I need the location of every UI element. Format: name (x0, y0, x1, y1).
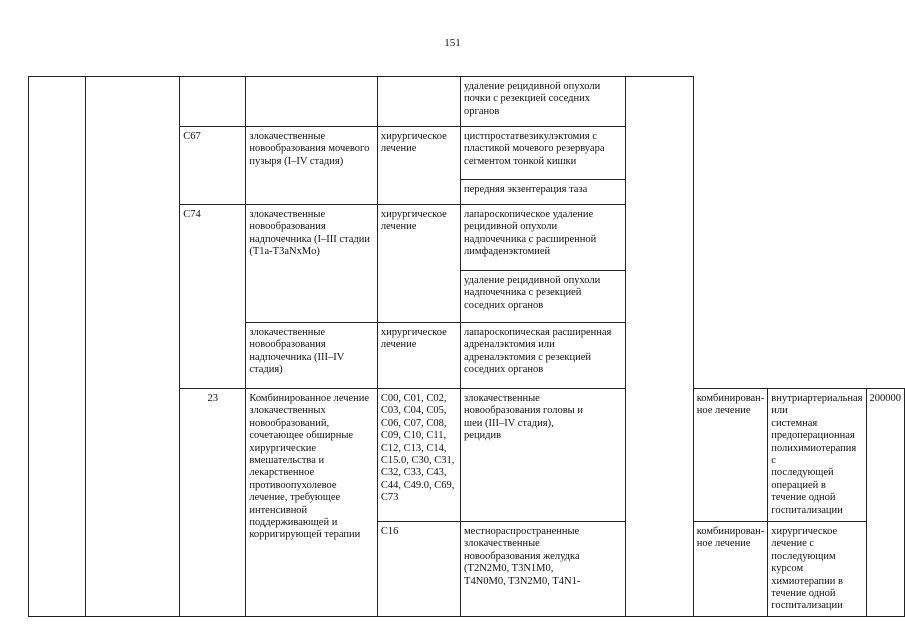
table-row (29, 77, 905, 127)
cell-diagnosis: злокачественные новообразования головы и шеи (III–IV стадия), рецидив (461, 389, 626, 522)
cell-diagnosis: злокачественные новообразования надпочечника (I–III стадии (T1a-T3aNxMo) (246, 205, 378, 323)
cell-treatment: передняя экзентерация таза (461, 180, 626, 205)
cell-number: 23 (180, 389, 246, 617)
cell-treatment: лапароскопическое удаление рецидивной опухоли надпочечника с расширенной лимфаденэктомией (461, 205, 626, 271)
cell-treatment-type: комбинирован- ное лечение (693, 522, 768, 617)
cell-name-empty (86, 77, 180, 617)
cell-code: С16 (377, 522, 460, 617)
cell-treatment-type: хирургическое лечение (377, 205, 460, 323)
cell-diagnosis: местнораспространенные злокачественные новообразования желудка (T2N2M0, T3N1M0, T4N0M0, T3N2M0, T4N1- (461, 522, 626, 617)
cell-treatment: удаление рецидивной опухоли надпочечника с резекцией соседних органов (461, 271, 626, 323)
cell-code: С00, С01, С02, С03, С04, С05, С06, С07, С08, С09, С10, С11, С12, С13, С14, С15.0, С30, С31, С32, С33, С43, С44, С49.0, С69, С73 (377, 389, 460, 522)
page-number: 151 (444, 37, 461, 49)
cell-diagnosis: злокачественные новообразования мочевого пузыря (I–IV стадия) (246, 127, 378, 205)
cell-number-empty (29, 77, 86, 617)
cell-treatment: хирургическое лечение с последующим курсом химиотерапии в течение одной госпитализации (768, 522, 866, 617)
cell-type-empty (377, 77, 460, 127)
cell-treatment: лапароскопическая расширенная адреналэктомия или адреналэктомия с резекцией соседних органов (461, 323, 626, 389)
cell-treatment: удаление рецидивной опухоли почки с резекцией соседних органов (461, 77, 626, 127)
cell-treatment: внутриартериальная или системная предоперационная полихимиотерапия с последующей операцией в течение одной госпитализации (768, 389, 866, 522)
cell-code: С74 (180, 205, 246, 389)
cell-cost-empty (626, 77, 693, 617)
cell-diagnosis-empty (246, 77, 378, 127)
cell-cost: 200000 (866, 389, 905, 617)
cell-treatment: цистпростатвезикулэктомия с пластикой мочевого резервуара сегментом тонкой кишки (461, 127, 626, 180)
cell-code-empty (180, 77, 246, 127)
cell-name: Комбинированное лечение злокачественных новообразований, сочетающее обширные хирургические вмешательства и лекарственное противоопухолевое лечение, требующее интенсивной поддерживающей и корригирующей терапии (246, 389, 378, 617)
cell-treatment-type: комбинирован- ное лечение (693, 389, 768, 522)
medical-care-table (28, 76, 905, 617)
cell-treatment-type: хирургическое лечение (377, 127, 460, 205)
cell-code: С67 (180, 127, 246, 205)
cell-diagnosis: злокачественные новообразования надпочечника (III–IV стадия) (246, 323, 378, 389)
cell-treatment-type: хирургическое лечение (377, 323, 460, 389)
